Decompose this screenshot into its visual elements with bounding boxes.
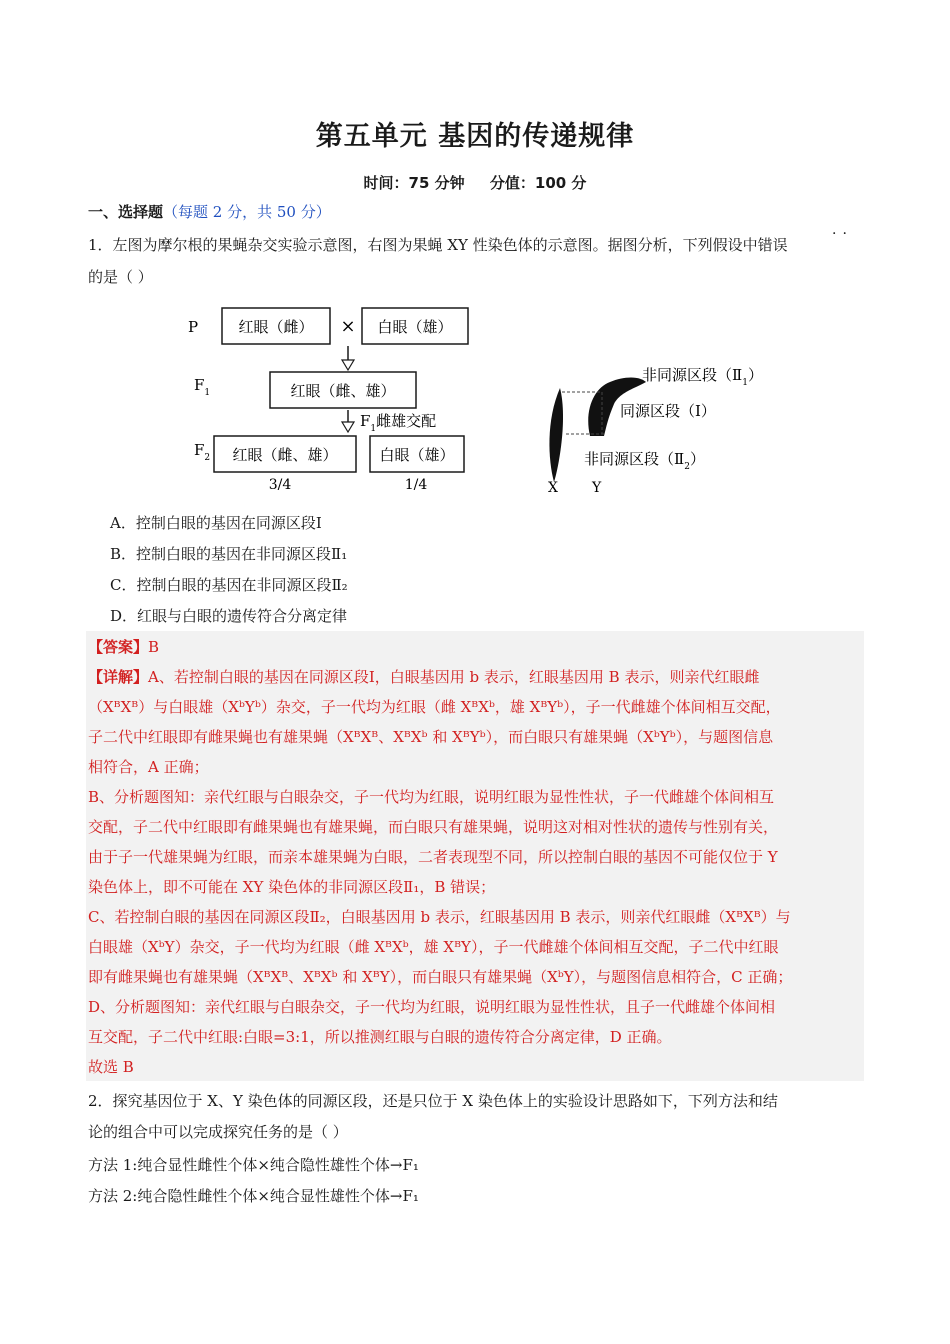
detail-line-4: B、分析题图知：亲代红眼与白眼杂交，子一代均为红眼，说明红眼为显性性状，子一代雌雄个体间相互: [88, 788, 775, 806]
answer-line: [88, 632, 863, 662]
q1-option-c: C．控制白眼的基因在非同源区段Ⅱ₂: [110, 576, 348, 594]
text-p-female: 红眼（雌）: [238, 318, 314, 336]
text-f2-red: 红眼（雌、雄）: [232, 446, 338, 464]
detail-line-5: 交配，子二代中红眼即有雌果蝇也有雄果蝇，而白眼只有雄果蝇，说明这对相对性状的遗传与性别有关，: [88, 818, 779, 836]
exam-score: 分值：100 分: [489, 174, 587, 192]
answer-tag: 【答案】: [88, 638, 149, 656]
detail-line-9: 白眼雄（XᵇY）杂交，子一代均为红眼（雌 XᴮXᵇ，雄 XᴮY），子一代雌雄个体间相互交配，子二代中红眼: [88, 938, 779, 956]
text-f2-white: 白眼（雄）: [379, 446, 455, 464]
detail-line-8: C、若控制白眼的基因在同源区段Ⅱ₂，白眼基因用 b 表示，红眼基因用 B 表示，则亲代红眼雌（XᴮXᴮ）与: [88, 908, 791, 926]
section-note: （每题 2 分，共 50 分）: [163, 203, 331, 221]
x-chromosome: [549, 388, 563, 482]
detail-line-7: 染色体上，即不可能在 XY 染色体的非同源区段Ⅱ₁，B 错误；: [88, 878, 496, 896]
label-nonhomologous-1: 非同源区段$(Ⅱ_1)$: [642, 366, 763, 388]
ratio-white: 1/4: [404, 477, 428, 493]
label-f1-cross: $F_1$雌雄交配: [360, 412, 437, 434]
q2-stem-line2: 论的组合中可以完成探究任务的是（ ）: [88, 1123, 348, 1141]
q2-stem-line1: 2．探究基因位于 X、Y 染色体的同源区段，还是只位于 X 染色体上的实验设计思路如下，下列方法和结: [88, 1092, 778, 1110]
label-f1: $F_1$: [194, 376, 211, 398]
chromosome-diagram: [540, 360, 800, 500]
detail-line-0: 【详解】A、若控制白眼的基因在同源区段Ⅰ，白眼基因用 b 表示，红眼基因用 B 表示，则亲代红眼雌: [88, 668, 760, 686]
q1-option-a: A．控制白眼的基因在同源区段Ⅰ: [110, 514, 322, 532]
exam-time: 时间：75 分钟: [363, 174, 465, 192]
q1-option-d: D．红眼与白眼的遗传符合分离定律: [110, 607, 348, 625]
label-p: P: [188, 318, 199, 336]
detail-tag: 【详解】: [88, 668, 149, 686]
text-p-male: 白眼（雄）: [377, 318, 453, 336]
exam-meta: [0, 172, 950, 193]
detail-line-6: 由于子一代雄果蝇为红眼，而亲本雄果蝇为白眼，二者表现型不同，所以控制白眼的基因不可能仅位于 Y: [88, 848, 778, 866]
ratio-red: 3/4: [268, 477, 292, 493]
section-heading: [88, 197, 331, 227]
arrow-p-f1-head: [342, 360, 354, 370]
text-f1: 红眼（雌、雄）: [290, 382, 396, 400]
detail-line-12: 互交配，子二代中红眼:白眼=3:1，所以推测红眼与白眼的遗传符合分离定律，D 正确。: [88, 1028, 672, 1046]
detail-line-13: 故选 B: [88, 1058, 134, 1076]
label-x: X: [548, 480, 558, 496]
cross-symbol: ×: [340, 316, 356, 337]
section-label: 一、选择题: [88, 203, 164, 221]
cross-diagram: [180, 300, 480, 500]
answer-value: B: [148, 638, 160, 656]
q1-option-b: B．控制白眼的基因在非同源区段Ⅱ₁: [110, 545, 348, 563]
q2-method-2: 方法 2:纯合隐性雌性个体×纯合显性雄性个体→F₁: [88, 1187, 419, 1205]
label-f2: $F_2$: [194, 441, 211, 463]
q1-stem-line2: 的是（ ）: [88, 268, 153, 286]
detail-line-3: 相符合，A 正确；: [88, 758, 209, 776]
detail-line-10: 即有雌果蝇也有雄果蝇（XᴮXᴮ、XᴮXᵇ 和 XᴮY），而白眼只有雄果蝇（XᵇY），与题图信息相符合，C 正确；: [88, 968, 793, 986]
arrow-f1-f2-head: [342, 422, 354, 432]
page-title: 第五单元 基因的传递规律: [315, 121, 635, 152]
label-homologous: 同源区段（Ⅰ）: [620, 402, 716, 420]
q1-stem-line1: 1．左图为摩尔根的果蝇杂交实验示意图，右图为果蝇 XY 性染色体的示意图。据图分析，下列假设中错误: [88, 236, 788, 254]
emphasis-dots: ··: [832, 226, 853, 242]
label-y: Y: [592, 480, 602, 496]
detail-line-11: D、分析题图知：亲代红眼与白眼杂交，子一代均为红眼，说明红眼为显性性状，且子一代雌雄个体间相: [88, 998, 776, 1016]
q2-method-1: 方法 1:纯合显性雌性个体×纯合隐性雄性个体→F₁: [88, 1156, 419, 1174]
label-nonhomologous-2: 非同源区段$(Ⅱ_2)$: [584, 450, 705, 472]
detail-line-2: 子二代中红眼即有雌果蝇也有雄果蝇（XᴮXᴮ、XᴮXᵇ 和 XᴮYᵇ），而白眼只有雄果蝇（XᵇYᵇ），与题图信息: [88, 728, 774, 746]
detail-line-1: （XᴮXᴮ）与白眼雄（XᵇYᵇ）杂交，子一代均为红眼（雌 XᴮXᵇ，雄 XᴮYᵇ），子一代雌雄个体间相互交配，: [88, 698, 781, 716]
